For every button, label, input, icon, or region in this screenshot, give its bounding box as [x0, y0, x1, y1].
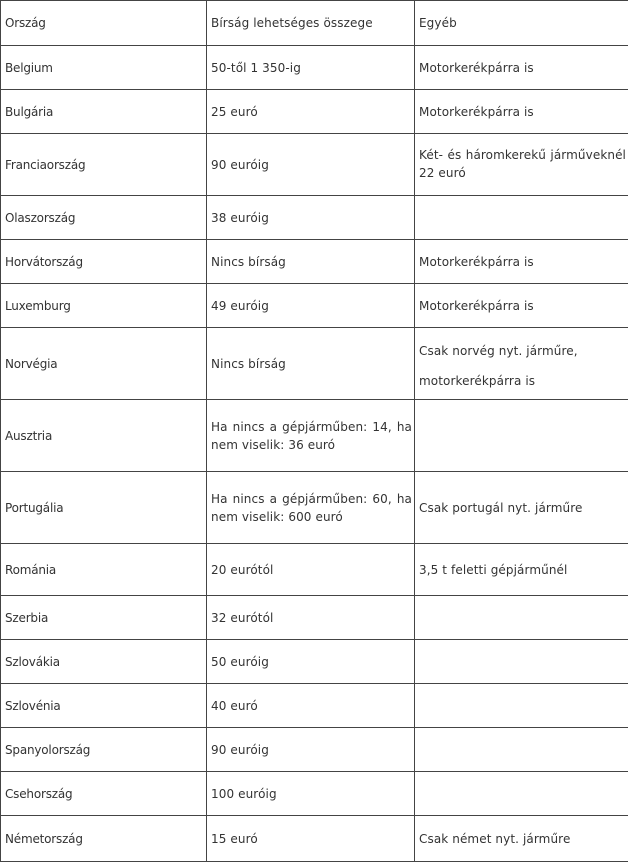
- other-cell: Csak német nyt. járműre: [415, 816, 628, 862]
- country-cell: Csehország: [1, 772, 207, 816]
- country-cell: Spanyolország: [1, 728, 207, 772]
- amount-cell: Ha nincs a gépjárműben: 60, ha nem viselik: 600 euró: [207, 472, 415, 544]
- table-row: [1, 772, 628, 816]
- country-cell: Szerbia: [1, 596, 207, 640]
- table-row: [1, 400, 628, 472]
- other-cell: [415, 640, 628, 684]
- table-row: [1, 596, 628, 640]
- header-country: Ország: [1, 1, 207, 46]
- table-header-row: [1, 1, 628, 46]
- other-cell: [415, 728, 628, 772]
- table-row: [1, 472, 628, 544]
- amount-cell: 100 euróig: [207, 772, 415, 816]
- table-row: [1, 134, 628, 196]
- amount-cell: 49 euróig: [207, 284, 415, 328]
- other-cell: [415, 772, 628, 816]
- other-line: Csak norvég nyt. járműre,: [419, 336, 626, 366]
- other-cell: 3,5 t feletti gépjárműnél: [415, 544, 628, 596]
- amount-cell: 20 eurótól: [207, 544, 415, 596]
- amount-cell: 50 euróig: [207, 640, 415, 684]
- other-cell: Csak portugál nyt. járműre: [415, 472, 628, 544]
- country-cell: Szlovákia: [1, 640, 207, 684]
- other-cell: [415, 196, 628, 240]
- table-row: [1, 640, 628, 684]
- amount-cell: Ha nincs a gépjárműben: 14, ha nem viselik: 36 euró: [207, 400, 415, 472]
- amount-cell: 25 euró: [207, 90, 415, 134]
- table-row: [1, 240, 628, 284]
- table-row: [1, 90, 628, 134]
- other-cell: [415, 596, 628, 640]
- country-cell: Románia: [1, 544, 207, 596]
- amount-cell: 32 eurótól: [207, 596, 415, 640]
- amount-cell: 90 euróig: [207, 728, 415, 772]
- other-cell: Motorkerékpárra is: [415, 90, 628, 134]
- country-cell: Olaszország: [1, 196, 207, 240]
- country-cell: Horvátország: [1, 240, 207, 284]
- other-line: motorkerékpárra is: [419, 366, 626, 396]
- table-row: [1, 684, 628, 728]
- other-cell: [415, 684, 628, 728]
- other-cell: Két- és háromkerekű járműveknél 22 euró: [415, 134, 628, 196]
- country-cell: Portugália: [1, 472, 207, 544]
- country-cell: Ausztria: [1, 400, 207, 472]
- country-cell: Németország: [1, 816, 207, 862]
- country-cell: Luxemburg: [1, 284, 207, 328]
- amount-cell: 38 euróig: [207, 196, 415, 240]
- table-row: [1, 328, 628, 400]
- amount-cell: 40 euró: [207, 684, 415, 728]
- table-row: [1, 284, 628, 328]
- country-cell: Belgium: [1, 46, 207, 90]
- country-cell: Szlovénia: [1, 684, 207, 728]
- other-cell: Motorkerékpárra is: [415, 284, 628, 328]
- country-cell: Norvégia: [1, 328, 207, 400]
- table-row: [1, 728, 628, 772]
- amount-cell: 90 euróig: [207, 134, 415, 196]
- amount-cell: 15 euró: [207, 816, 415, 862]
- header-other: Egyéb: [415, 1, 628, 46]
- table-row: [1, 196, 628, 240]
- other-cell: Motorkerékpárra is: [415, 240, 628, 284]
- country-cell: Franciaország: [1, 134, 207, 196]
- other-cell: [415, 328, 628, 400]
- header-amount: Bírság lehetséges összege: [207, 1, 415, 46]
- table-row: [1, 544, 628, 596]
- other-cell: [415, 400, 628, 472]
- amount-cell: Nincs bírság: [207, 240, 415, 284]
- table-row: [1, 46, 628, 90]
- amount-cell: 50-től 1 350-ig: [207, 46, 415, 90]
- amount-cell: Nincs bírság: [207, 328, 415, 400]
- country-cell: Bulgária: [1, 90, 207, 134]
- other-cell: Motorkerékpárra is: [415, 46, 628, 90]
